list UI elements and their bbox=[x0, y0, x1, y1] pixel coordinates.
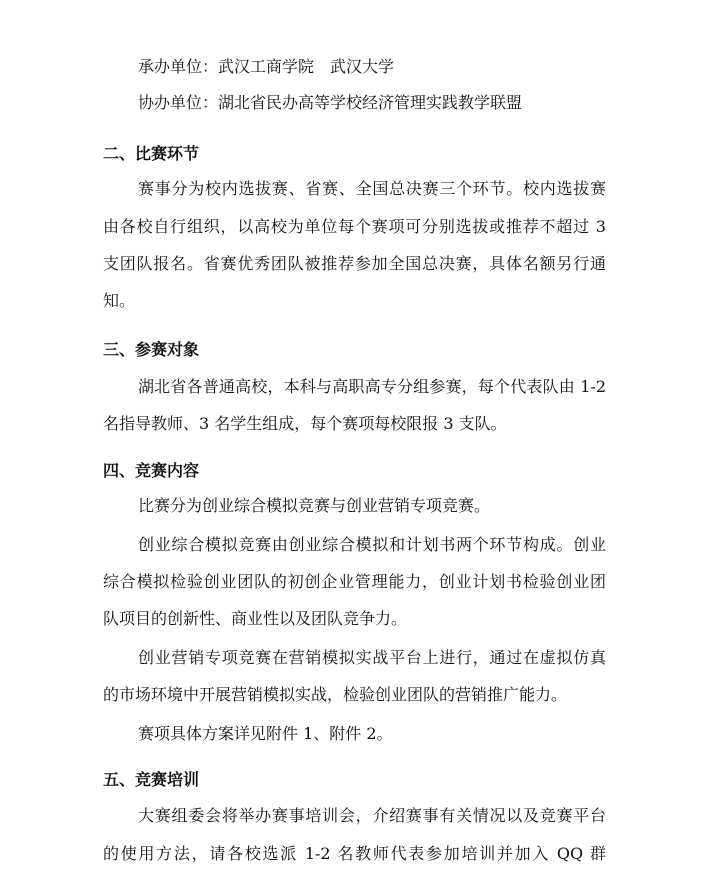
section-heading: 三、参赛对象 bbox=[103, 340, 200, 359]
paragraph-line: 赛事分为校内选拔赛、省赛、全国总决赛三个环节。校内选拔赛 bbox=[138, 179, 606, 198]
paragraph-line: 比赛分为创业综合模拟竞赛与创业营销专项竞赛。 bbox=[138, 496, 491, 515]
paragraph-line: 创业营销专项竞赛在营销模拟实战平台上进行，通过在虚拟仿真 bbox=[138, 648, 606, 667]
paragraph-line: 知。 bbox=[103, 291, 136, 310]
co-organizer-line: 协办单位：湖北省民办高等学校经济管理实践教学联盟 bbox=[138, 93, 523, 112]
paragraph-line: 队项目的创新性、商业性以及团队竞争力。 bbox=[103, 609, 408, 628]
paragraph-line: 湖北省各普通高校，本科与高职高专分组参赛，每个代表队由 1-2 bbox=[138, 377, 606, 396]
paragraph-line: 赛项具体方案详见附件 1、附件 2。 bbox=[138, 724, 393, 743]
paragraph-line: 大赛组委会将举办赛事培训会，介绍赛事有关情况以及竞赛平台 bbox=[138, 806, 606, 825]
paragraph-line: 由各校自行组织，以高校为单位每个赛项可分别选拔或推荐不超过 3 bbox=[103, 217, 606, 236]
paragraph-line: 名指导教师、3 名学生组成，每个赛项每校限报 3 支队。 bbox=[103, 414, 507, 433]
paragraph-line: 的使用方法，请各校选派 1-2 名教师代表参加培训并加入 QQ 群 bbox=[103, 844, 606, 863]
paragraph-line: 创业综合模拟竞赛由创业综合模拟和计划书两个环节构成。创业 bbox=[138, 535, 606, 554]
organizer-line: 承办单位：武汉工商学院 武汉大学 bbox=[138, 57, 395, 76]
paragraph-line: 综合模拟检验创业团队的初创企业管理能力，创业计划书检验创业团 bbox=[103, 572, 606, 591]
paragraph-line: 支团队报名。省赛优秀团队被推荐参加全国总决赛，具体名额另行通 bbox=[103, 254, 606, 273]
paragraph-line: 的市场环境中开展营销模拟实战，检验创业团队的营销推广能力。 bbox=[103, 685, 568, 704]
section-heading: 四、竞赛内容 bbox=[103, 461, 200, 480]
section-heading: 二、比赛环节 bbox=[103, 144, 200, 163]
section-heading: 五、竞赛培训 bbox=[103, 770, 200, 789]
